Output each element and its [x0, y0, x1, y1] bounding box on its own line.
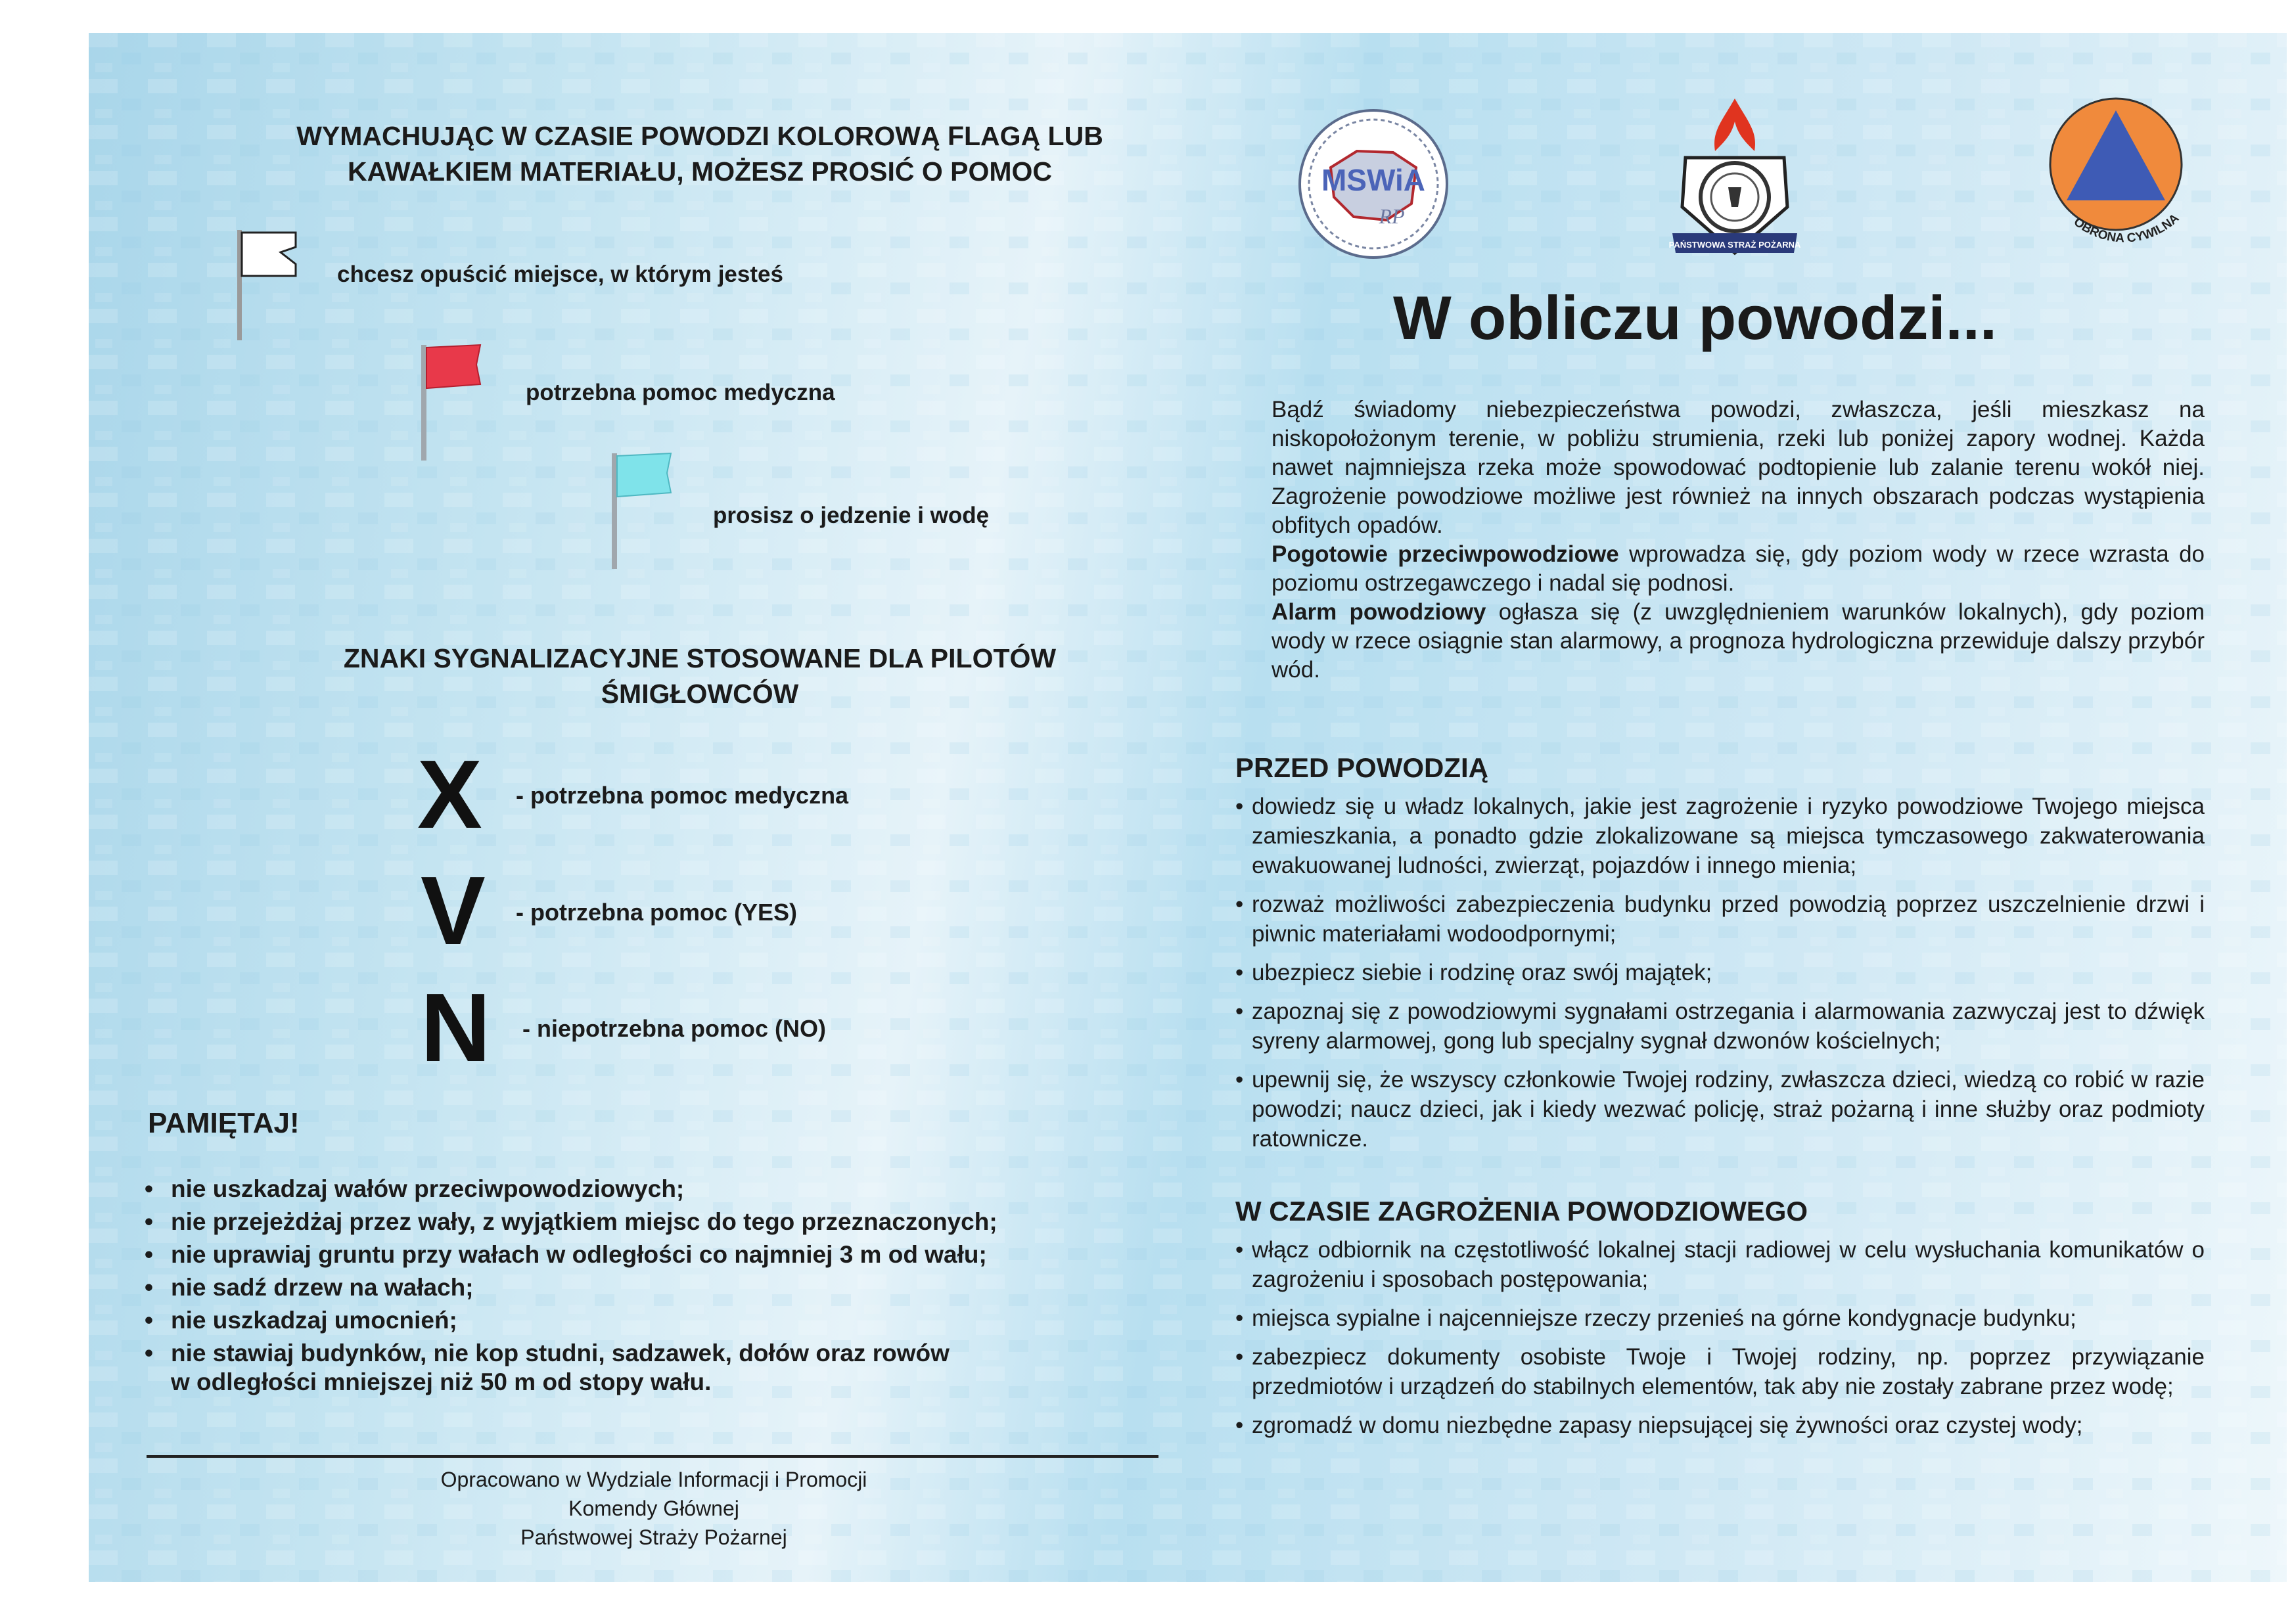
section-heading-during-flood: W CZASIE ZAGROŻENIA POWODZIOWEGO — [1235, 1196, 1808, 1227]
before-flood-list — [1235, 792, 2205, 1163]
list-item: • nie uprawiaj gruntu przy wałach w odległości co najmniej 3 m od wału; — [145, 1238, 997, 1271]
list-item: • zapoznaj się z powodziowymi sygnałami ostrzegania i alarmowania zazwyczaj jest to dźwięk syreny alarmowej, gong lub specjalny sygnał dzwonów kościelnych; — [1235, 997, 2205, 1056]
during-flood-list — [1235, 1235, 2205, 1449]
flag-label-cyan: prosisz o jedzenie i wodę — [713, 503, 990, 528]
leaflet-sheet — [89, 33, 2287, 1582]
list-item: • zabezpiecz dokumenty osobiste Twoje i Twojej rodziny, np. poprzez przywiązanie przedmiotów i urządzeń do stabilnych elementów, tak aby nie zostały zabrane przez wodę; — [1235, 1342, 2205, 1401]
list-item: • nie uszkadzaj wałów przeciwpowodziowych; — [145, 1173, 997, 1206]
list-item: • ubezpiecz siebie i rodzinę oraz swój majątek; — [1235, 958, 2205, 987]
section-heading-before-flood: PRZED POWODZIĄ — [1235, 752, 1488, 783]
footer-divider — [147, 1455, 1158, 1458]
list-item: • nie sadź drzew na wałach; — [145, 1271, 997, 1304]
list-item: • miejsca sypialne i najcenniejsze rzeczy przenieś na górne kondygnacje budynku; — [1235, 1303, 2205, 1333]
red-flag-icon — [417, 338, 490, 463]
list-item: • rozważ możliwości zabezpieczenia budynku przed powodzią poprzez uszczelnienie drzwi i piwnic materiałami wodoodpornymi; — [1235, 890, 2205, 949]
list-item: • upewnij się, że wszyscy członkowie Twojej rodziny, zwłaszcza dzieci, wiedzą co robić w razie powodzi; naucz dzieci, jak i kiedy wezwać policję, straż pożarną i inne służby oraz podmioty ratownicze. — [1235, 1065, 2205, 1154]
mswia-logo-icon — [1295, 105, 1452, 263]
sign-letter-v: V — [421, 857, 486, 965]
list-item: • nie przejeżdżaj przez wały, z wyjątkiem miejsc do tego przeznaczonych; — [145, 1206, 997, 1238]
svg-text:RP: RP — [1379, 204, 1405, 228]
flag-label-white: chcesz opuścić miejsce, w którym jesteś — [337, 261, 783, 287]
sign-label-x: - potrzebna pomoc medyczna — [516, 782, 849, 809]
white-flag-icon — [233, 223, 306, 342]
remember-heading: PAMIĘTAJ! — [148, 1107, 300, 1139]
flag-label-red: potrzebna pomoc medyczna — [526, 380, 835, 405]
list-item: • dowiedz się u władz lokalnych, jakie jest zagrożenie i ryzyko powodziowe Twojego miejsca zamieszkania, a ponadto gdzie zlokalizowane są miejsca tymczasowego zakwaterowania ewakuowanej ludności, zwierząt, pojazdów i innego mienia; — [1235, 792, 2205, 880]
page-title: W obliczu powodzi... — [1393, 283, 1997, 352]
footer-credits: Opracowano w Wydziale Informacji i Promocji Komendy Głównej Państwowej Straży Pożarnej — [440, 1468, 867, 1549]
list-item-continuation: w odległości mniejszej niż 50 m od stopy wału. — [171, 1368, 712, 1395]
intro-text: Bądź świadomy niebezpieczeństwa powodzi, zwłaszcza, jeśli mieszkasz na niskopołożonym terenie, w pobliżu strumienia, rzeki lub poniżej zapory wodnej. Każda nawet najmniejsza rzeka może spowodować podtopienie lub zalanie terenu wokół niej. Zagrożenie powodziowe możliwe jest również na innych obszarach podczas wystąpienia obfitych opadów. Pogotowie przeciwpowodziowe wprowadza się, gdy poziom wody w rzece wzrasta do poziomu ostrzegawczego i nadal się podnosi. Alarm powodziowy ogłasza się (z uwzględnieniem warunków lokalnych), gdy poziom wody w rzece osiągnie stan alarmowy, a prognoza hydrologiczna przewiduje dalszy przybór wód. — [1272, 397, 2205, 683]
sign-letter-x: X — [417, 740, 482, 849]
svg-text:PAŃSTWOWA STRAŻ POŻARNA: PAŃSTWOWA STRAŻ POŻARNA — [1668, 240, 1801, 250]
sign-label-n: - niepotrzebna pomoc (NO) — [522, 1015, 826, 1042]
civil-defence-logo-icon — [2034, 92, 2211, 269]
svg-text:OBRONA CYWILNA: OBRONA CYWILNA — [2071, 211, 2182, 246]
list-item: • włącz odbiornik na częstotliwość lokalnej stacji radiowej w celu wysłuchania komunikatów o zagrożeniu i sposobach postępowania; — [1235, 1235, 2205, 1294]
flag-heading: WYMACHUJĄC W CZASIE POWODZI KOLOROWĄ FLAGĄ LUB KAWAŁKIEM MATERIAŁU, MOŻESZ PROSIĆ O POMOC — [296, 121, 1103, 187]
list-item: • zgromadź w domu niezbędne zapasy niepsującej się żywności oraz czystej wody; — [1235, 1410, 2205, 1440]
signs-heading: ZNAKI SYGNALIZACYJNE STOSOWANE DLA PILOTÓW ŚMIGŁOWCÓW — [343, 643, 1057, 709]
svg-text:MSWiA: MSWiA — [1321, 163, 1426, 197]
psp-logo-icon — [1659, 95, 1810, 273]
sign-letter-n: N — [421, 974, 491, 1082]
sign-label-v: - potrzebna pomoc (YES) — [516, 899, 798, 926]
list-item: • nie stawiaj budynków, nie kop studni, sadzawek, dołów oraz rowów — [145, 1337, 997, 1370]
cyan-flag-icon — [608, 447, 680, 572]
list-item: • nie uszkadzaj umocnień; — [145, 1304, 997, 1337]
remember-list — [145, 1173, 997, 1370]
